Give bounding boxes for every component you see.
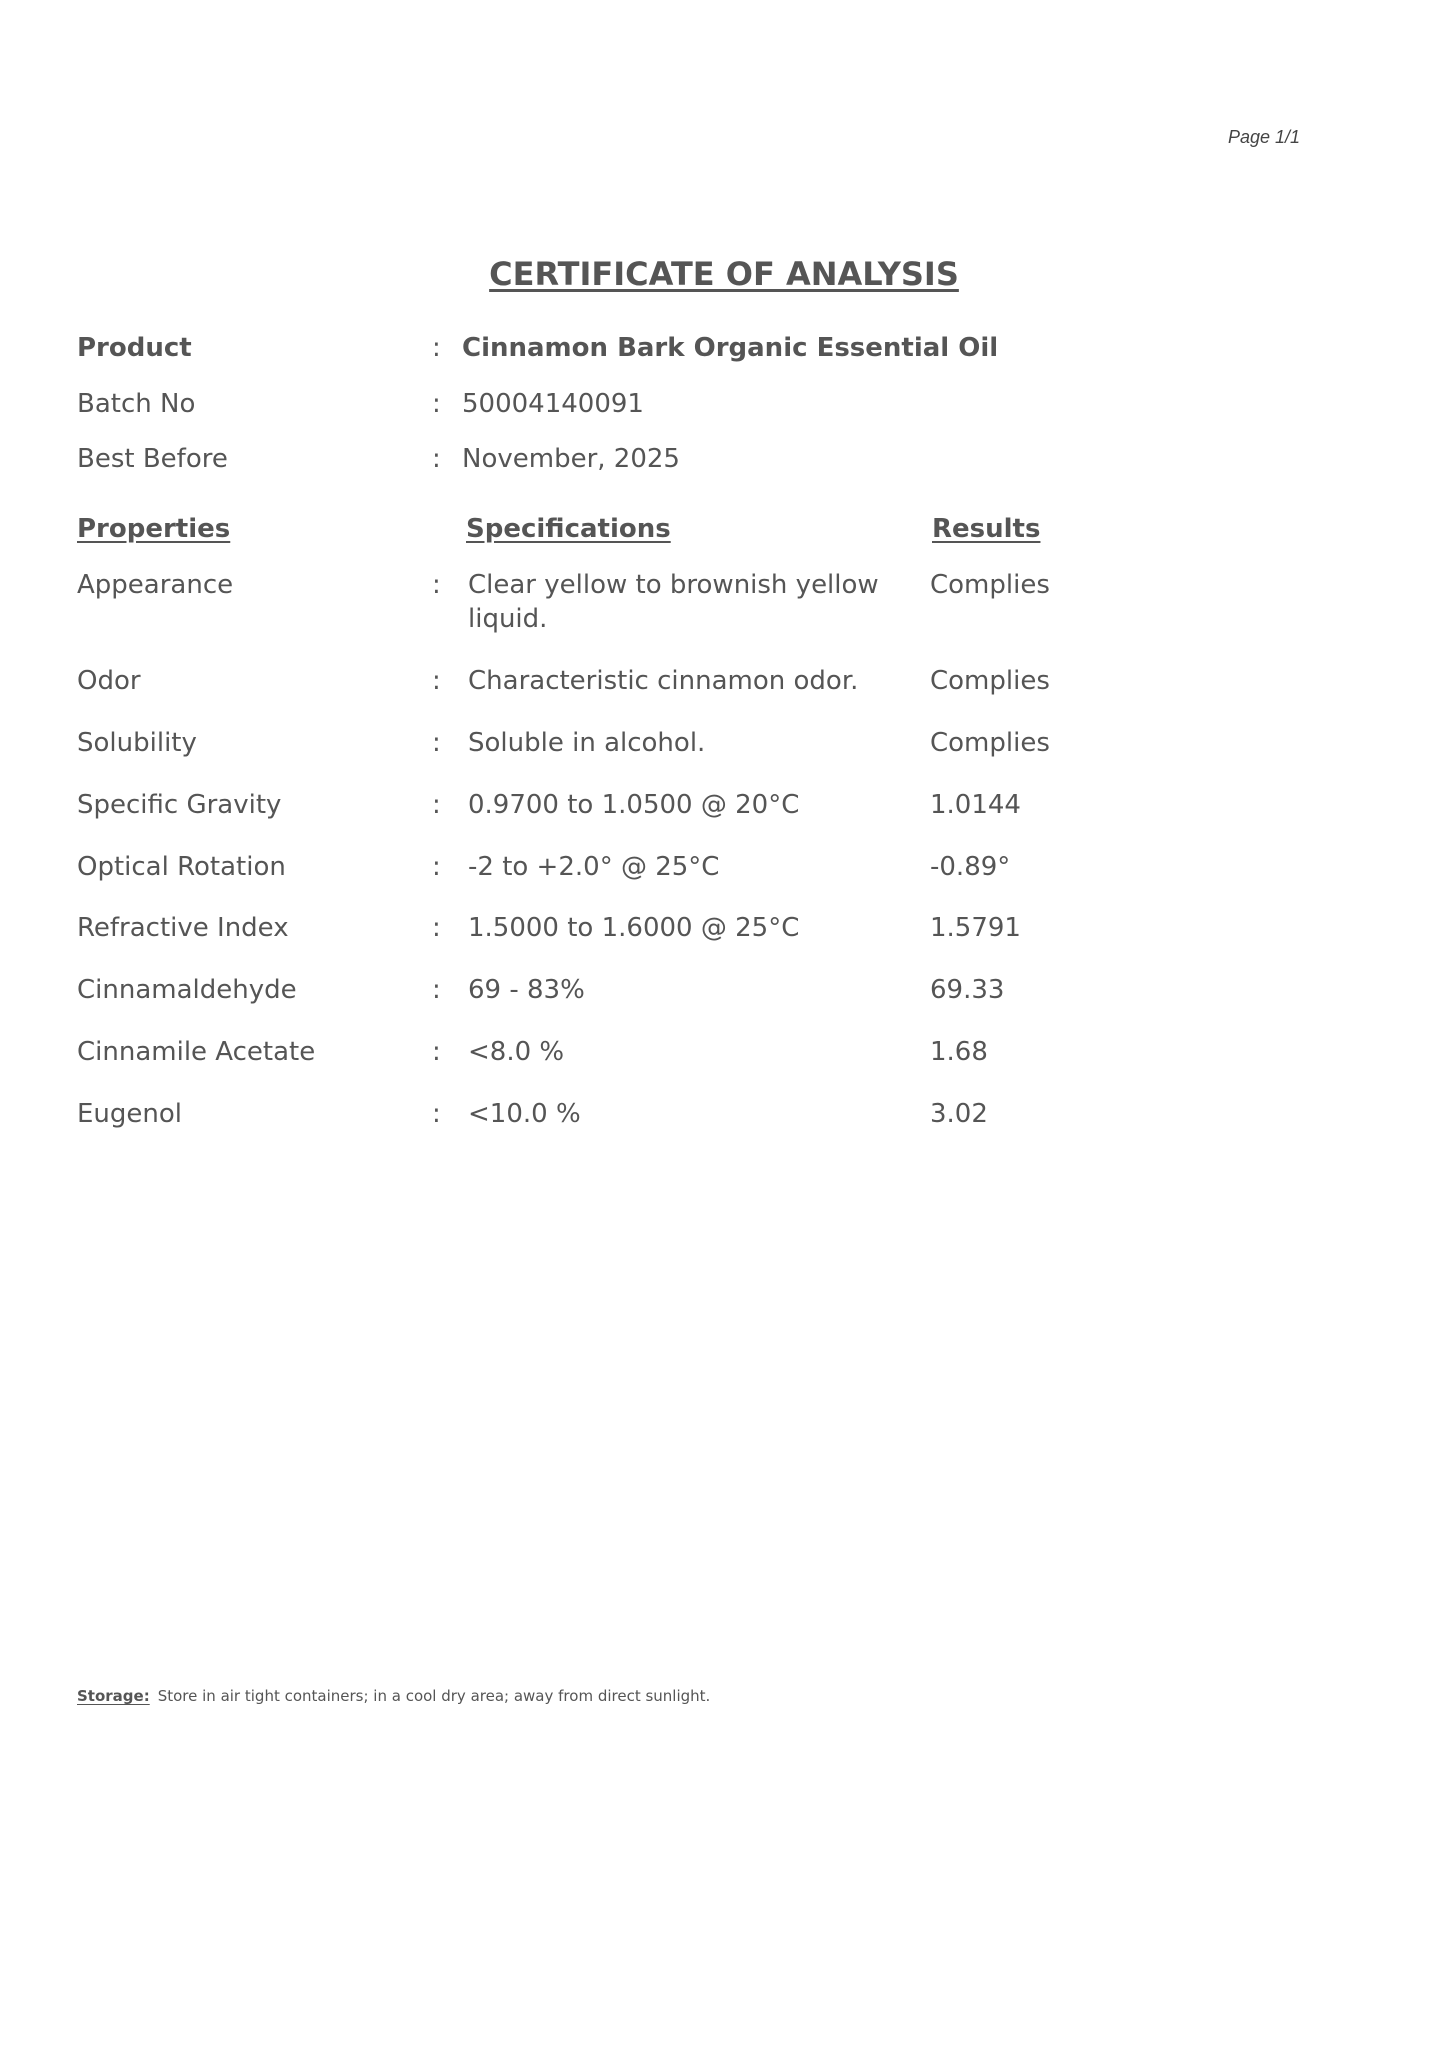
header-properties: Properties [77, 514, 231, 544]
colon: : [432, 913, 441, 943]
colon: : [432, 728, 441, 758]
property-name: Cinnamaldehyde [77, 975, 297, 1005]
document-title: CERTIFICATE OF ANALYSIS [489, 255, 959, 293]
result: 1.0144 [930, 790, 1021, 820]
property-name: Optical Rotation [77, 852, 286, 882]
result: Complies [930, 728, 1050, 758]
result: 69.33 [930, 975, 1005, 1005]
property-name: Specific Gravity [77, 790, 282, 820]
colon: : [432, 333, 441, 363]
specification: 0.9700 to 1.0500 @ 20°C [468, 790, 800, 820]
specification: Soluble in alcohol. [468, 728, 706, 758]
page-number: Page 1/1 [1227, 127, 1300, 147]
header-results: Results [932, 514, 1041, 544]
colon: : [432, 790, 441, 820]
specification: Clear yellow to brownish yellow liquid. [468, 570, 879, 634]
product-value: Cinnamon Bark Organic Essential Oil [462, 333, 999, 363]
property-name: Odor [77, 666, 141, 696]
result: -0.89° [930, 852, 1011, 882]
best-before-label: Best Before [77, 444, 228, 474]
specification: 1.5000 to 1.6000 @ 25°C [468, 913, 800, 943]
result: 1.68 [930, 1037, 988, 1067]
specification: <10.0 % [468, 1099, 581, 1129]
property-name: Appearance [77, 570, 234, 600]
storage-text: Store in air tight containers; in a cool dry area; away from direct sunlight. [157, 1687, 711, 1705]
result: Complies [930, 570, 1050, 600]
colon: : [432, 852, 441, 882]
result: Complies [930, 666, 1050, 696]
batch-value: 50004140091 [462, 389, 644, 419]
property-name: Solubility [77, 728, 197, 758]
specification: -2 to +2.0° @ 25°C [468, 852, 720, 882]
colon: : [432, 1099, 441, 1129]
property-name: Cinnamile Acetate [77, 1037, 316, 1067]
colon: : [432, 1037, 441, 1067]
result: 1.5791 [930, 913, 1021, 943]
colon: : [432, 975, 441, 1005]
result: 3.02 [930, 1099, 988, 1129]
best-before-value: November, 2025 [462, 444, 680, 474]
batch-label: Batch No [77, 389, 196, 419]
colon: : [432, 444, 441, 474]
storage-label: Storage: [77, 1687, 150, 1705]
specification: <8.0 % [468, 1037, 565, 1067]
property-name: Refractive Index [77, 913, 289, 943]
specification: Characteristic cinnamon odor. [468, 666, 859, 696]
specification: 69 - 83% [468, 975, 585, 1005]
header-specifications: Specifications [466, 514, 671, 544]
colon: : [432, 666, 441, 696]
property-name: Eugenol [77, 1099, 183, 1129]
colon: : [432, 570, 441, 600]
product-label: Product [77, 333, 192, 363]
storage-note [77, 1687, 710, 1705]
colon: : [432, 389, 441, 419]
